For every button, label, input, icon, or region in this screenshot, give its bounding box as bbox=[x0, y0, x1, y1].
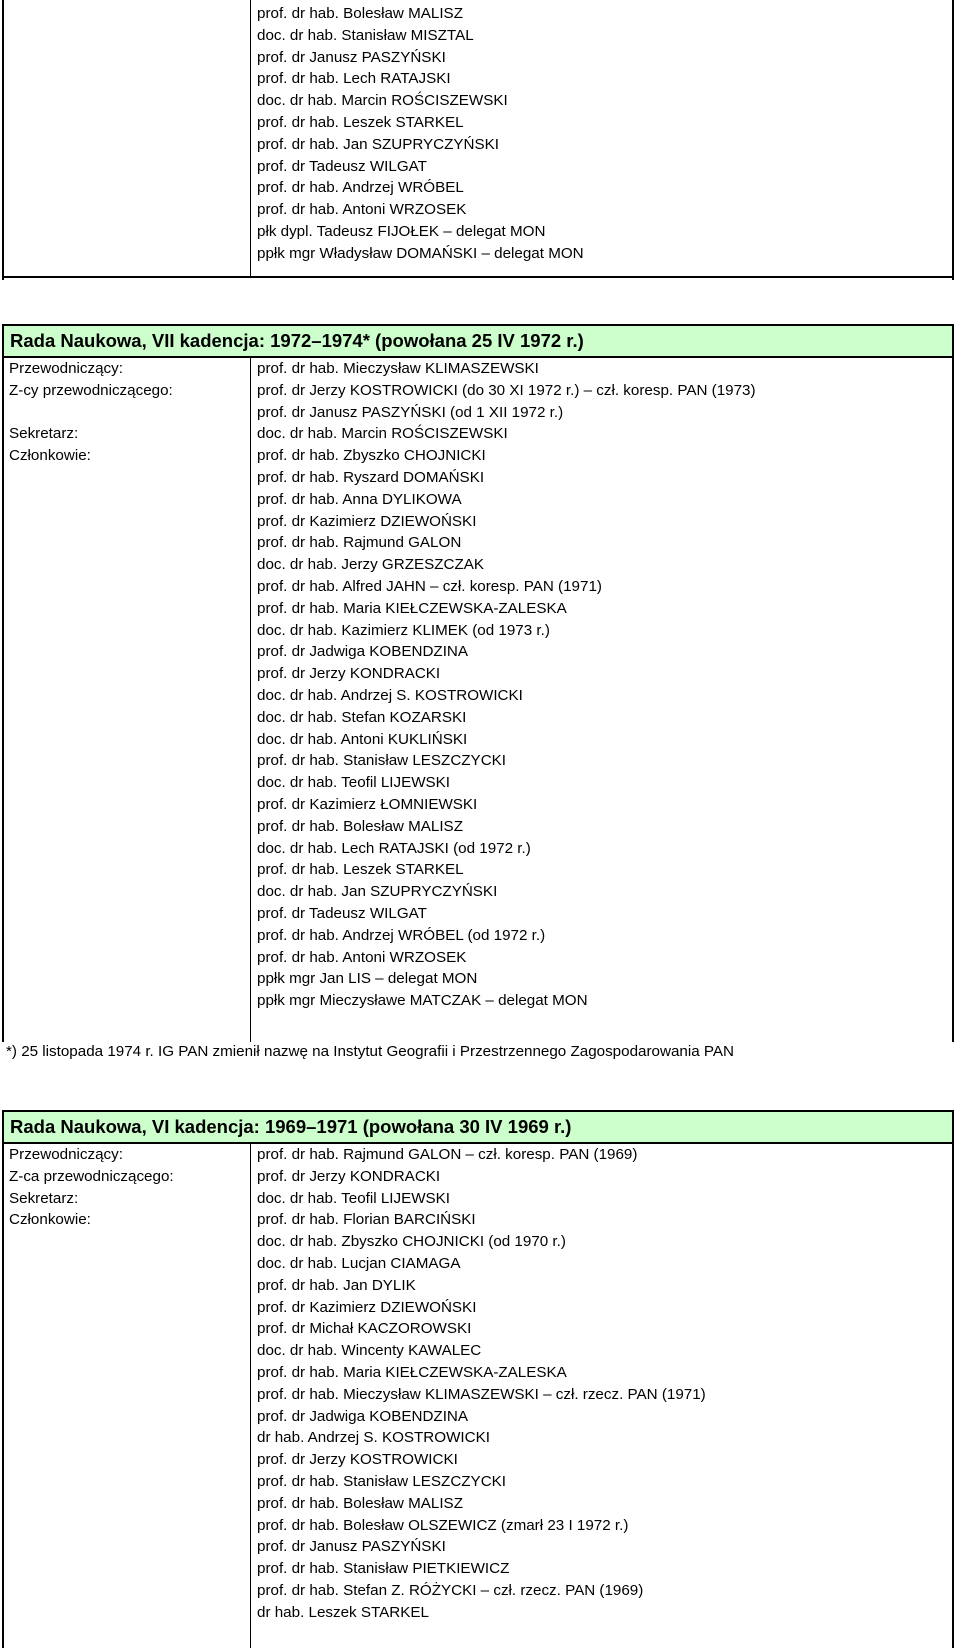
table-row bbox=[4, 1209, 952, 1232]
member-name: prof. dr hab. Leszek STARKEL bbox=[257, 861, 464, 879]
role-label: Członkowie: bbox=[9, 1211, 91, 1229]
role-label: Sekretarz: bbox=[9, 425, 79, 443]
member-name: prof. dr Kazimierz DZIEWOŃSKI bbox=[257, 512, 477, 530]
member-name: prof. dr Jerzy KOSTROWICKI (do 30 XI 1972 r.) – czł. koresp. PAN (1973) bbox=[257, 381, 756, 399]
member-name: prof. dr Jerzy KONDRACKI bbox=[257, 665, 441, 683]
section-vii-kadencja bbox=[2, 324, 954, 1042]
table-row bbox=[4, 968, 952, 991]
table-row bbox=[4, 1449, 952, 1472]
member-name: ppłk mgr Jan LIS – delegat MON bbox=[257, 970, 478, 988]
member-name: prof. dr hab. Rajmund GALON bbox=[257, 534, 462, 552]
member-name: prof. dr hab. Stanisław PIETKIEWICZ bbox=[257, 1560, 510, 1578]
member-name: prof. dr hab. Bolesław MALISZ bbox=[257, 5, 463, 22]
member-name: prof. dr Tadeusz WILGAT bbox=[257, 157, 427, 175]
member-name: prof. dr Janusz PASZYŃSKI bbox=[257, 48, 446, 66]
member-name: prof. dr hab. Bolesław MALISZ bbox=[257, 817, 463, 835]
member-name: prof. dr hab. Mieczysław KLIMASZEWSKI – czł. rzecz. PAN (1971) bbox=[257, 1385, 706, 1403]
member-name: prof. dr hab. Florian BARCIŃSKI bbox=[257, 1211, 476, 1229]
member-name: doc. dr hab. Marcin ROŚCISZEWSKI bbox=[257, 92, 508, 110]
table-row bbox=[4, 1362, 952, 1385]
role-label: Przewodniczący: bbox=[9, 360, 123, 377]
table-row bbox=[4, 25, 952, 48]
member-name: doc. dr hab. Stefan KOZARSKI bbox=[257, 708, 467, 726]
member-name: doc. dr hab. Teofil LIJEWSKI bbox=[257, 1189, 451, 1207]
table-row bbox=[4, 772, 952, 795]
table-row bbox=[4, 729, 952, 752]
member-name: prof. dr hab. Jan DYLIK bbox=[257, 1276, 416, 1294]
table-row bbox=[4, 199, 952, 222]
table-row bbox=[4, 685, 952, 708]
role-label: Przewodniczący: bbox=[9, 1146, 123, 1163]
table-row bbox=[4, 47, 952, 70]
member-name: doc. dr hab. Lech RATAJSKI (od 1972 r.) bbox=[257, 839, 531, 857]
member-name: prof. dr hab. Leszek STARKEL bbox=[257, 114, 464, 131]
table-row bbox=[4, 467, 952, 490]
table-row bbox=[4, 1471, 952, 1494]
member-name: prof. dr Janusz PASZYŃSKI (od 1 XII 1972 r.) bbox=[257, 403, 564, 421]
table-row bbox=[4, 816, 952, 839]
table-row bbox=[4, 1275, 952, 1298]
member-name: doc. dr hab. Marcin ROŚCISZEWSKI bbox=[257, 425, 508, 443]
member-name: prof. dr hab. Zbyszko CHOJNICKI bbox=[257, 447, 486, 465]
footnote: *) 25 listopada 1974 r. IG PAN zmienił nazwę na Instytut Geografii i Przestrzennego Zagospodarowania PAN bbox=[6, 1043, 734, 1060]
member-name: prof. dr Janusz PASZYŃSKI bbox=[257, 1538, 446, 1556]
table-row bbox=[4, 881, 952, 904]
member-name: doc. dr hab. Antoni KUKLIŃSKI bbox=[257, 730, 468, 748]
table-row bbox=[4, 134, 952, 157]
member-name: prof. dr hab. Alfred JAHN – czł. koresp. PAN (1971) bbox=[257, 578, 602, 595]
member-name: prof. dr Jadwiga KOBENDZINA bbox=[257, 643, 469, 661]
member-name: płk dypl. Tadeusz FIJOŁEK – delegat MON bbox=[257, 223, 546, 240]
table-row bbox=[4, 532, 952, 555]
table-row bbox=[4, 1536, 952, 1559]
member-name: prof. dr hab. Andrzej WRÓBEL (od 1972 r.) bbox=[257, 926, 546, 944]
table-row bbox=[4, 1384, 952, 1407]
table-row bbox=[4, 511, 952, 534]
table-row bbox=[4, 402, 952, 425]
member-name: prof. dr hab. Antoni WRZOSEK bbox=[257, 201, 467, 219]
table-row bbox=[4, 990, 952, 1013]
table-row bbox=[4, 1427, 952, 1450]
member-name: doc. dr hab. Teofil LIJEWSKI bbox=[257, 774, 451, 792]
section-vi-title: Rada Naukowa, VI kadencja: 1969–1971 (powołana 30 IV 1969 r.) bbox=[2, 1110, 954, 1144]
member-name: doc. dr hab. Stanisław MISZTAL bbox=[257, 26, 474, 44]
table-row bbox=[4, 1406, 952, 1429]
table-row bbox=[4, 423, 952, 446]
member-name: doc. dr hab. Wincenty KAWALEC bbox=[257, 1342, 482, 1360]
table-row bbox=[4, 707, 952, 730]
table-row bbox=[4, 90, 952, 113]
table-row bbox=[4, 554, 952, 577]
table-row bbox=[4, 3, 952, 26]
member-name: ppłk mgr Władysław DOMAŃSKI – delegat MON bbox=[257, 244, 584, 262]
member-name: prof. dr Michał KACZOROWSKI bbox=[257, 1320, 472, 1338]
table-row bbox=[4, 1318, 952, 1341]
table-row bbox=[4, 576, 952, 599]
member-name: doc. dr hab. Kazimierz KLIMEK (od 1973 r.) bbox=[257, 621, 550, 639]
table-row bbox=[4, 947, 952, 970]
member-name: doc. dr hab. Jan SZUPRYCZYŃSKI bbox=[257, 883, 498, 901]
section-vii-title: Rada Naukowa, VII kadencja: 1972–1974* (powołana 25 IV 1972 r.) bbox=[2, 324, 954, 358]
member-name: prof. dr hab. Stanisław LESZCZYCKI bbox=[257, 752, 507, 770]
member-name: dr hab. Andrzej S. KOSTROWICKI bbox=[257, 1429, 490, 1447]
member-name: prof. dr hab. Antoni WRZOSEK bbox=[257, 948, 467, 966]
section-bottom-rule bbox=[4, 276, 952, 278]
member-name: prof. dr hab. Ryszard DOMAŃSKI bbox=[257, 469, 485, 486]
role-label: Z-ca przewodniczącego: bbox=[9, 1167, 174, 1185]
table-row bbox=[4, 838, 952, 861]
member-name: doc. dr hab. Andrzej S. KOSTROWICKI bbox=[257, 687, 523, 704]
member-name: prof. dr Kazimierz ŁOMNIEWSKI bbox=[257, 796, 478, 813]
table-row bbox=[4, 663, 952, 686]
member-name: prof. dr hab. Bolesław OLSZEWICZ (zmarł 23 I 1972 r.) bbox=[257, 1516, 629, 1534]
table-row bbox=[4, 177, 952, 200]
table-row bbox=[4, 156, 952, 179]
table-row bbox=[4, 598, 952, 621]
member-name: doc. dr hab. Lucjan CIAMAGA bbox=[257, 1255, 461, 1272]
table-row bbox=[4, 445, 952, 468]
member-name: prof. dr hab. Lech RATAJSKI bbox=[257, 70, 451, 88]
table-row bbox=[4, 243, 952, 266]
member-name: prof. dr hab. Rajmund GALON – czł. koresp. PAN (1969) bbox=[257, 1146, 638, 1163]
table-row bbox=[4, 1602, 952, 1625]
table-row bbox=[4, 794, 952, 817]
member-name: prof. dr hab. Mieczysław KLIMASZEWSKI bbox=[257, 360, 539, 377]
member-name: prof. dr hab. Jan SZUPRYCZYŃSKI bbox=[257, 135, 499, 153]
member-name: prof. dr Tadeusz WILGAT bbox=[257, 905, 427, 922]
member-name: dr hab. Leszek STARKEL bbox=[257, 1603, 429, 1621]
member-name: doc. dr hab. Zbyszko CHOJNICKI (od 1970 r.) bbox=[257, 1233, 566, 1251]
table-row bbox=[4, 358, 952, 381]
role-label: Członkowie: bbox=[9, 447, 91, 465]
table-row bbox=[4, 221, 952, 244]
member-name: prof. dr hab. Stanisław LESZCZYCKI bbox=[257, 1473, 507, 1490]
member-name: prof. dr hab. Stefan Z. RÓŻYCKI – czł. rzecz. PAN (1969) bbox=[257, 1582, 644, 1599]
role-label: Z-cy przewodniczącego: bbox=[9, 381, 173, 399]
member-name: prof. dr hab. Anna DYLIKOWA bbox=[257, 490, 462, 508]
member-name: prof. dr hab. Maria KIEŁCZEWSKA-ZALESKA bbox=[257, 599, 567, 617]
table-row bbox=[4, 68, 952, 91]
table-row bbox=[4, 859, 952, 882]
table-row bbox=[4, 1580, 952, 1603]
table-row bbox=[4, 903, 952, 926]
table-row bbox=[4, 1188, 952, 1211]
table-row bbox=[4, 750, 952, 773]
table-row bbox=[4, 112, 952, 135]
table-row bbox=[4, 1144, 952, 1167]
table-row bbox=[4, 1340, 952, 1363]
section-top bbox=[2, 0, 954, 280]
member-name: prof. dr Jerzy KONDRACKI bbox=[257, 1167, 441, 1185]
table-row bbox=[4, 641, 952, 664]
table-row bbox=[4, 1231, 952, 1254]
member-name: prof. dr hab. Andrzej WRÓBEL bbox=[257, 179, 464, 197]
table-row bbox=[4, 1558, 952, 1581]
table-row bbox=[4, 489, 952, 512]
member-name: doc. dr hab. Jerzy GRZESZCZAK bbox=[257, 556, 485, 574]
table-row bbox=[4, 1493, 952, 1516]
table-row bbox=[4, 1253, 952, 1276]
member-name: prof. dr hab. Bolesław MALISZ bbox=[257, 1494, 463, 1512]
member-name: prof. dr Kazimierz DZIEWOŃSKI bbox=[257, 1298, 477, 1316]
table-row bbox=[4, 380, 952, 403]
table-row bbox=[4, 1297, 952, 1320]
member-name: prof. dr Jadwiga KOBENDZINA bbox=[257, 1407, 469, 1425]
section-vi-kadencja bbox=[2, 1110, 954, 1648]
member-name: prof. dr Jerzy KOSTROWICKI bbox=[257, 1451, 458, 1469]
table-row bbox=[4, 1515, 952, 1538]
table-row bbox=[4, 620, 952, 643]
member-name: prof. dr hab. Maria KIEŁCZEWSKA-ZALESKA bbox=[257, 1364, 567, 1381]
role-label: Sekretarz: bbox=[9, 1189, 79, 1207]
table-row bbox=[4, 925, 952, 948]
table-row bbox=[4, 1166, 952, 1189]
member-name: ppłk mgr Mieczysławe MATCZAK – delegat MON bbox=[257, 992, 588, 1010]
